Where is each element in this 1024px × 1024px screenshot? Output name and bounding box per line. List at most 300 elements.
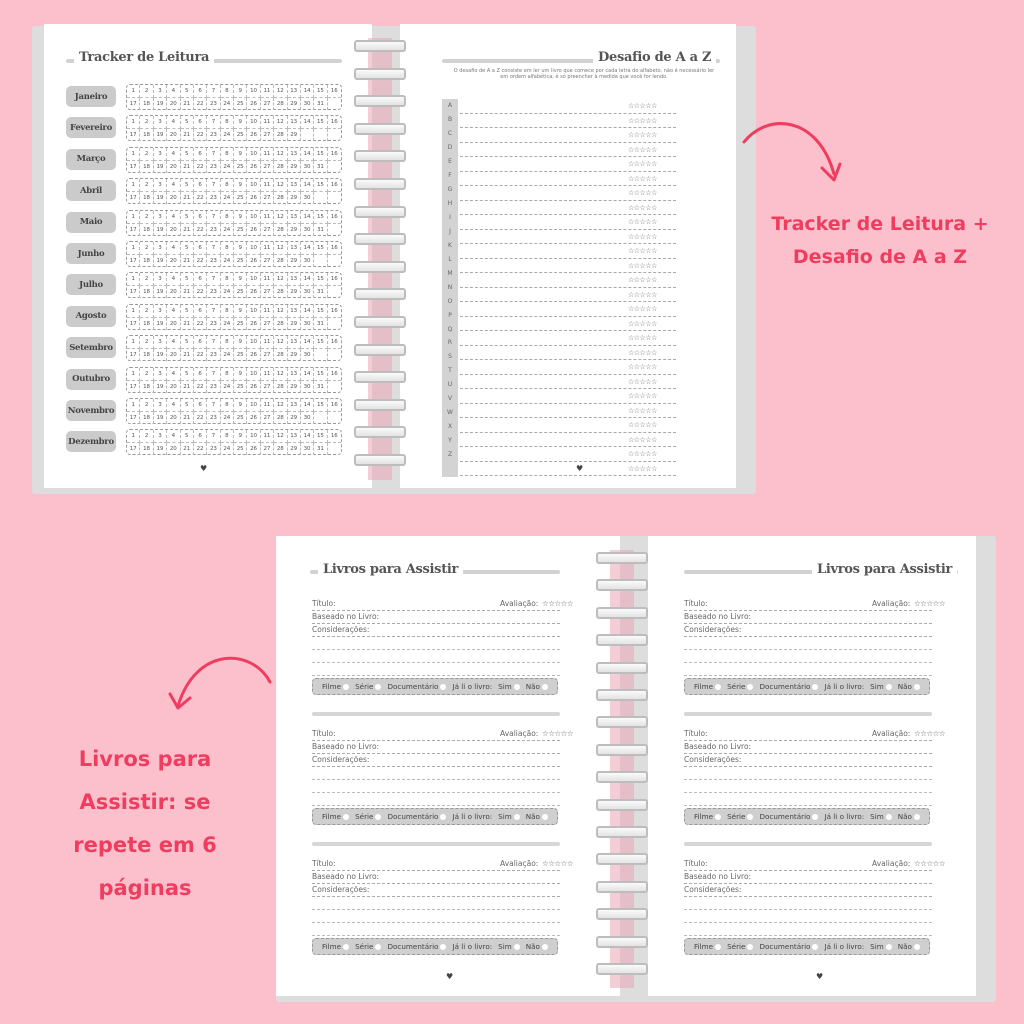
day-cell[interactable]: 7	[207, 430, 220, 443]
day-cell[interactable]	[328, 161, 341, 173]
day-cell[interactable]: 29	[288, 224, 301, 236]
day-cell[interactable]: 21	[181, 192, 194, 204]
day-cell[interactable]: 14	[301, 430, 314, 443]
option-serie[interactable]	[727, 812, 753, 821]
day-cell[interactable]: 11	[261, 305, 274, 318]
az-write-line[interactable]	[460, 446, 676, 447]
day-cell[interactable]: 17	[127, 318, 140, 330]
day-cell[interactable]: 7	[207, 336, 220, 349]
day-cell[interactable]: 29	[288, 318, 301, 330]
day-cell[interactable]: 3	[154, 116, 167, 129]
day-cell[interactable]: 1	[127, 211, 140, 224]
az-write-line[interactable]	[460, 229, 676, 230]
day-cell[interactable]: 7	[207, 179, 220, 192]
day-cell[interactable]: 29	[288, 381, 301, 393]
day-cell[interactable]: 3	[154, 430, 167, 443]
day-cell[interactable]: 29	[288, 412, 301, 424]
az-write-line[interactable]	[460, 142, 676, 143]
day-cell[interactable]: 23	[207, 349, 220, 361]
day-cell[interactable]: 22	[194, 98, 207, 110]
rating-stars[interactable]: ☆☆☆☆☆	[628, 131, 657, 139]
day-cell[interactable]: 22	[194, 443, 207, 455]
day-cell[interactable]: 11	[261, 273, 274, 286]
day-cell[interactable]: 7	[207, 211, 220, 224]
day-cell[interactable]: 5	[181, 336, 194, 349]
radio-icon[interactable]	[812, 684, 818, 690]
radio-icon[interactable]	[375, 814, 381, 820]
day-cell[interactable]: 11	[261, 116, 274, 129]
day-cell[interactable]: 28	[274, 443, 287, 455]
day-cell[interactable]	[328, 224, 341, 236]
day-cell[interactable]: 9	[234, 116, 247, 129]
day-cell[interactable]: 31	[314, 286, 327, 298]
radio-icon[interactable]	[886, 944, 892, 950]
day-cell[interactable]: 29	[288, 161, 301, 173]
blank-line[interactable]	[312, 767, 560, 780]
day-cell[interactable]: 15	[314, 179, 327, 192]
day-cell[interactable]: 2	[140, 430, 153, 443]
day-cell[interactable]: 25	[234, 443, 247, 455]
day-cell[interactable]	[328, 286, 341, 298]
day-cell[interactable]: 20	[167, 98, 180, 110]
day-cell[interactable]: 18	[140, 381, 153, 393]
option-nao[interactable]	[898, 942, 920, 951]
title-row[interactable]	[684, 598, 946, 611]
blank-line[interactable]	[684, 663, 932, 676]
day-cell[interactable]: 25	[234, 224, 247, 236]
day-cell[interactable]: 14	[301, 273, 314, 286]
day-cell[interactable]: 9	[234, 273, 247, 286]
blank-line[interactable]	[312, 637, 560, 650]
day-cell[interactable]: 12	[274, 305, 287, 318]
day-cell[interactable]: 13	[288, 211, 301, 224]
day-cell[interactable]: 23	[207, 443, 220, 455]
day-cell[interactable]: 17	[127, 286, 140, 298]
day-cell[interactable]: 8	[221, 430, 234, 443]
day-cell[interactable]: 12	[274, 399, 287, 412]
day-cell[interactable]: 23	[207, 318, 220, 330]
day-cell[interactable]: 30	[301, 318, 314, 330]
day-cell[interactable]: 20	[167, 192, 180, 204]
option-filme[interactable]	[694, 812, 721, 821]
rating-stars[interactable]: ☆☆☆☆☆	[628, 406, 657, 415]
option-sim[interactable]	[870, 682, 892, 691]
day-cell[interactable]: 16	[328, 336, 341, 349]
az-write-line[interactable]	[460, 330, 676, 331]
day-cell[interactable]: 1	[127, 179, 140, 192]
day-cell[interactable]	[301, 129, 314, 141]
day-cell[interactable]: 15	[314, 148, 327, 161]
day-cell[interactable]: 15	[314, 116, 327, 129]
day-cell[interactable]: 27	[261, 161, 274, 173]
option-filme[interactable]	[322, 682, 349, 691]
day-cell[interactable]: 30	[301, 255, 314, 267]
day-cell[interactable]: 3	[154, 85, 167, 98]
option-nao[interactable]	[898, 682, 920, 691]
day-cell[interactable]	[328, 318, 341, 330]
day-cell[interactable]: 18	[140, 255, 153, 267]
day-cell[interactable]: 29	[288, 349, 301, 361]
day-cell[interactable]: 13	[288, 336, 301, 349]
day-cell[interactable]: 18	[140, 443, 153, 455]
day-cell[interactable]: 2	[140, 336, 153, 349]
option-filme[interactable]	[322, 812, 349, 821]
day-cell[interactable]: 9	[234, 305, 247, 318]
day-cell[interactable]: 12	[274, 242, 287, 255]
az-write-line[interactable]	[460, 301, 676, 302]
day-cell[interactable]: 16	[328, 242, 341, 255]
day-cell[interactable]: 27	[261, 286, 274, 298]
day-cell[interactable]: 16	[328, 179, 341, 192]
day-cell[interactable]	[328, 98, 341, 110]
day-cell[interactable]: 2	[140, 368, 153, 381]
day-cell[interactable]: 24	[221, 349, 234, 361]
day-cell[interactable]: 23	[207, 255, 220, 267]
day-cell[interactable]: 19	[154, 161, 167, 173]
day-cell[interactable]	[314, 412, 327, 424]
option-documentario[interactable]	[759, 812, 818, 821]
day-cell[interactable]: 25	[234, 349, 247, 361]
day-cell[interactable]: 20	[167, 381, 180, 393]
day-cell[interactable]: 22	[194, 224, 207, 236]
az-write-line[interactable]	[460, 345, 676, 346]
option-serie[interactable]	[355, 812, 381, 821]
blank-line[interactable]	[684, 897, 932, 910]
day-cell[interactable]	[328, 129, 341, 141]
day-cell[interactable]: 17	[127, 255, 140, 267]
rating-stars[interactable]: ☆☆☆☆☆	[628, 218, 657, 226]
day-cell[interactable]: 26	[247, 161, 260, 173]
day-cell[interactable]: 22	[194, 349, 207, 361]
day-cell[interactable]: 20	[167, 443, 180, 455]
option-serie[interactable]	[727, 682, 753, 691]
radio-icon[interactable]	[914, 814, 920, 820]
day-cell[interactable]: 19	[154, 129, 167, 141]
day-cell[interactable]: 27	[261, 381, 274, 393]
day-cell[interactable]: 6	[194, 368, 207, 381]
az-write-line[interactable]	[460, 432, 676, 433]
day-cell[interactable]: 11	[261, 85, 274, 98]
day-cell[interactable]: 9	[234, 148, 247, 161]
radio-icon[interactable]	[914, 944, 920, 950]
day-cell[interactable]: 30	[301, 412, 314, 424]
blank-line[interactable]	[312, 780, 560, 793]
radio-icon[interactable]	[715, 814, 721, 820]
day-cell[interactable]: 12	[274, 179, 287, 192]
day-cell[interactable]: 1	[127, 368, 140, 381]
day-cell[interactable]: 5	[181, 211, 194, 224]
based-row[interactable]	[684, 741, 932, 754]
day-cell[interactable]: 21	[181, 129, 194, 141]
option-serie[interactable]	[355, 942, 381, 951]
rating-stars[interactable]: ☆☆☆☆☆	[628, 392, 657, 400]
day-cell[interactable]: 14	[301, 211, 314, 224]
day-cell[interactable]: 1	[127, 85, 140, 98]
day-cell[interactable]: 12	[274, 273, 287, 286]
radio-icon[interactable]	[747, 684, 753, 690]
day-cell[interactable]: 23	[207, 224, 220, 236]
day-cell[interactable]: 15	[314, 399, 327, 412]
radio-icon[interactable]	[886, 814, 892, 820]
az-write-line[interactable]	[460, 127, 676, 128]
radio-icon[interactable]	[812, 814, 818, 820]
rating-stars[interactable]: ☆☆☆☆☆	[628, 203, 657, 212]
title-row[interactable]	[684, 858, 946, 871]
day-cell[interactable]: 26	[247, 381, 260, 393]
option-sim[interactable]	[498, 942, 520, 951]
day-cell[interactable]: 10	[247, 273, 260, 286]
day-cell[interactable]: 22	[194, 318, 207, 330]
day-cell[interactable]: 8	[221, 179, 234, 192]
rating-stars[interactable]: ☆☆☆☆☆	[628, 102, 657, 110]
az-write-line[interactable]	[460, 287, 676, 288]
day-cell[interactable]: 29	[288, 286, 301, 298]
day-cell[interactable]: 16	[328, 368, 341, 381]
day-cell[interactable]: 15	[314, 430, 327, 443]
rating-stars[interactable]: ☆☆☆☆☆	[628, 319, 657, 328]
day-cell[interactable]: 11	[261, 148, 274, 161]
day-cell[interactable]: 18	[140, 412, 153, 424]
az-write-line[interactable]	[460, 316, 676, 317]
day-cell[interactable]: 4	[167, 116, 180, 129]
day-cell[interactable]: 22	[194, 255, 207, 267]
day-cell[interactable]: 22	[194, 286, 207, 298]
rating-stars[interactable]: ☆☆☆☆☆	[628, 334, 657, 342]
day-cell[interactable]: 1	[127, 430, 140, 443]
day-cell[interactable]: 9	[234, 242, 247, 255]
az-write-line[interactable]	[460, 403, 676, 404]
radio-icon[interactable]	[440, 684, 446, 690]
day-cell[interactable]: 18	[140, 98, 153, 110]
rating-stars[interactable]: ☆☆☆☆☆	[628, 363, 657, 371]
day-cell[interactable]: 22	[194, 412, 207, 424]
title-row[interactable]	[312, 598, 574, 611]
day-cell[interactable]: 13	[288, 242, 301, 255]
az-write-line[interactable]	[460, 475, 676, 476]
day-cell[interactable]: 7	[207, 305, 220, 318]
day-cell[interactable]: 19	[154, 98, 167, 110]
day-cell[interactable]: 2	[140, 85, 153, 98]
day-cell[interactable]: 6	[194, 148, 207, 161]
day-cell[interactable]: 14	[301, 368, 314, 381]
day-cell[interactable]: 19	[154, 255, 167, 267]
radio-icon[interactable]	[375, 944, 381, 950]
day-cell[interactable]: 17	[127, 443, 140, 455]
day-cell[interactable]: 2	[140, 305, 153, 318]
blank-line[interactable]	[684, 780, 932, 793]
day-cell[interactable]: 16	[328, 85, 341, 98]
az-write-line[interactable]	[460, 171, 676, 172]
day-cell[interactable]: 4	[167, 305, 180, 318]
day-cell[interactable]: 8	[221, 148, 234, 161]
blank-line[interactable]	[684, 910, 932, 923]
rating-stars[interactable]: ☆☆☆☆☆	[628, 116, 657, 125]
day-cell[interactable]: 4	[167, 211, 180, 224]
az-write-line[interactable]	[460, 272, 676, 273]
day-cell[interactable]: 7	[207, 148, 220, 161]
day-cell[interactable]: 4	[167, 85, 180, 98]
day-cell[interactable]: 4	[167, 242, 180, 255]
day-cell[interactable]: 26	[247, 318, 260, 330]
day-cell[interactable]: 21	[181, 161, 194, 173]
day-cell[interactable]: 15	[314, 85, 327, 98]
day-cell[interactable]: 5	[181, 430, 194, 443]
day-cell[interactable]: 23	[207, 286, 220, 298]
day-cell[interactable]: 31	[314, 443, 327, 455]
az-write-line[interactable]	[460, 258, 676, 259]
day-cell[interactable]: 26	[247, 286, 260, 298]
day-cell[interactable]: 16	[328, 211, 341, 224]
day-cell[interactable]: 24	[221, 98, 234, 110]
rating-stars[interactable]: ☆☆☆☆☆	[628, 261, 657, 270]
day-cell[interactable]: 11	[261, 242, 274, 255]
day-cell[interactable]: 15	[314, 368, 327, 381]
rating-stars[interactable]: ☆☆☆☆☆	[542, 599, 574, 608]
rating-stars[interactable]: ☆☆☆☆☆	[628, 421, 657, 429]
day-cell[interactable]: 13	[288, 116, 301, 129]
day-cell[interactable]: 8	[221, 116, 234, 129]
blank-line[interactable]	[684, 793, 932, 806]
radio-icon[interactable]	[542, 944, 548, 950]
day-cell[interactable]: 25	[234, 286, 247, 298]
day-cell[interactable]	[314, 255, 327, 267]
day-cell[interactable]: 5	[181, 85, 194, 98]
day-cell[interactable]: 24	[221, 255, 234, 267]
day-cell[interactable]	[314, 192, 327, 204]
day-cell[interactable]: 21	[181, 98, 194, 110]
day-cell[interactable]: 4	[167, 368, 180, 381]
day-cell[interactable]: 7	[207, 116, 220, 129]
day-cell[interactable]: 6	[194, 336, 207, 349]
day-cell[interactable]: 13	[288, 273, 301, 286]
day-cell[interactable]: 16	[328, 116, 341, 129]
az-write-line[interactable]	[460, 200, 676, 201]
radio-icon[interactable]	[343, 684, 349, 690]
rating-stars[interactable]: ☆☆☆☆☆	[542, 859, 574, 868]
day-cell[interactable]: 26	[247, 443, 260, 455]
day-cell[interactable]	[314, 349, 327, 361]
day-cell[interactable]: 9	[234, 85, 247, 98]
day-cell[interactable]: 16	[328, 399, 341, 412]
day-cell[interactable]: 21	[181, 318, 194, 330]
option-serie[interactable]	[355, 682, 381, 691]
rating-stars[interactable]: ☆☆☆☆☆	[914, 599, 946, 608]
day-cell[interactable]	[314, 129, 327, 141]
day-cell[interactable]: 12	[274, 116, 287, 129]
radio-icon[interactable]	[514, 684, 520, 690]
day-cell[interactable]: 1	[127, 305, 140, 318]
day-cell[interactable]: 25	[234, 98, 247, 110]
az-write-line[interactable]	[460, 359, 676, 360]
day-cell[interactable]: 16	[328, 430, 341, 443]
day-cell[interactable]: 27	[261, 224, 274, 236]
day-cell[interactable]: 1	[127, 148, 140, 161]
day-cell[interactable]: 24	[221, 224, 234, 236]
day-cell[interactable]: 6	[194, 399, 207, 412]
day-cell[interactable]: 25	[234, 192, 247, 204]
day-cell[interactable]: 12	[274, 211, 287, 224]
day-cell[interactable]: 3	[154, 242, 167, 255]
day-cell[interactable]: 30	[301, 349, 314, 361]
az-write-line[interactable]	[460, 388, 676, 389]
rating-stars[interactable]: ☆☆☆☆☆	[628, 348, 657, 357]
option-documentario[interactable]	[759, 682, 818, 691]
day-cell[interactable]: 10	[247, 336, 260, 349]
day-cell[interactable]: 9	[234, 368, 247, 381]
radio-icon[interactable]	[514, 814, 520, 820]
based-row[interactable]	[312, 611, 560, 624]
day-cell[interactable]: 15	[314, 211, 327, 224]
day-cell[interactable]: 9	[234, 179, 247, 192]
radio-icon[interactable]	[914, 684, 920, 690]
rating-stars[interactable]: ☆☆☆☆☆	[628, 174, 657, 183]
day-cell[interactable]: 15	[314, 273, 327, 286]
blank-line[interactable]	[312, 897, 560, 910]
rating-stars[interactable]: ☆☆☆☆☆	[628, 247, 657, 255]
day-cell[interactable]: 10	[247, 85, 260, 98]
day-cell[interactable]: 14	[301, 116, 314, 129]
day-cell[interactable]: 24	[221, 286, 234, 298]
day-cell[interactable]: 9	[234, 430, 247, 443]
day-cell[interactable]: 18	[140, 129, 153, 141]
day-cell[interactable]: 3	[154, 179, 167, 192]
day-cell[interactable]: 24	[221, 161, 234, 173]
blank-line[interactable]	[684, 767, 932, 780]
day-cell[interactable]: 5	[181, 116, 194, 129]
option-nao[interactable]	[526, 942, 548, 951]
option-documentario[interactable]	[759, 942, 818, 951]
day-cell[interactable]: 31	[314, 161, 327, 173]
blank-line[interactable]	[312, 650, 560, 663]
day-cell[interactable]: 8	[221, 305, 234, 318]
day-cell[interactable]: 12	[274, 336, 287, 349]
radio-icon[interactable]	[440, 944, 446, 950]
day-cell[interactable]	[328, 412, 341, 424]
day-cell[interactable]: 19	[154, 192, 167, 204]
option-nao[interactable]	[526, 812, 548, 821]
day-cell[interactable]: 18	[140, 224, 153, 236]
day-cell[interactable]: 29	[288, 98, 301, 110]
day-cell[interactable]: 22	[194, 381, 207, 393]
day-cell[interactable]: 6	[194, 211, 207, 224]
day-cell[interactable]: 11	[261, 211, 274, 224]
blank-line[interactable]	[684, 637, 932, 650]
day-cell[interactable]: 5	[181, 148, 194, 161]
day-cell[interactable]: 15	[314, 336, 327, 349]
considerations-row[interactable]	[684, 884, 932, 897]
day-cell[interactable]: 20	[167, 129, 180, 141]
day-cell[interactable]: 2	[140, 211, 153, 224]
day-cell[interactable]: 6	[194, 116, 207, 129]
day-cell[interactable]: 28	[274, 286, 287, 298]
radio-icon[interactable]	[542, 684, 548, 690]
day-cell[interactable]: 1	[127, 399, 140, 412]
day-cell[interactable]: 15	[314, 242, 327, 255]
az-write-line[interactable]	[460, 113, 676, 114]
day-cell[interactable]: 26	[247, 412, 260, 424]
day-cell[interactable]: 17	[127, 98, 140, 110]
day-cell[interactable]: 19	[154, 224, 167, 236]
az-write-line[interactable]	[460, 243, 676, 244]
day-cell[interactable]: 17	[127, 192, 140, 204]
day-cell[interactable]: 20	[167, 412, 180, 424]
day-cell[interactable]: 30	[301, 98, 314, 110]
based-row[interactable]	[684, 611, 932, 624]
considerations-row[interactable]	[312, 754, 560, 767]
radio-icon[interactable]	[886, 684, 892, 690]
considerations-row[interactable]	[312, 884, 560, 897]
day-cell[interactable]: 15	[314, 305, 327, 318]
